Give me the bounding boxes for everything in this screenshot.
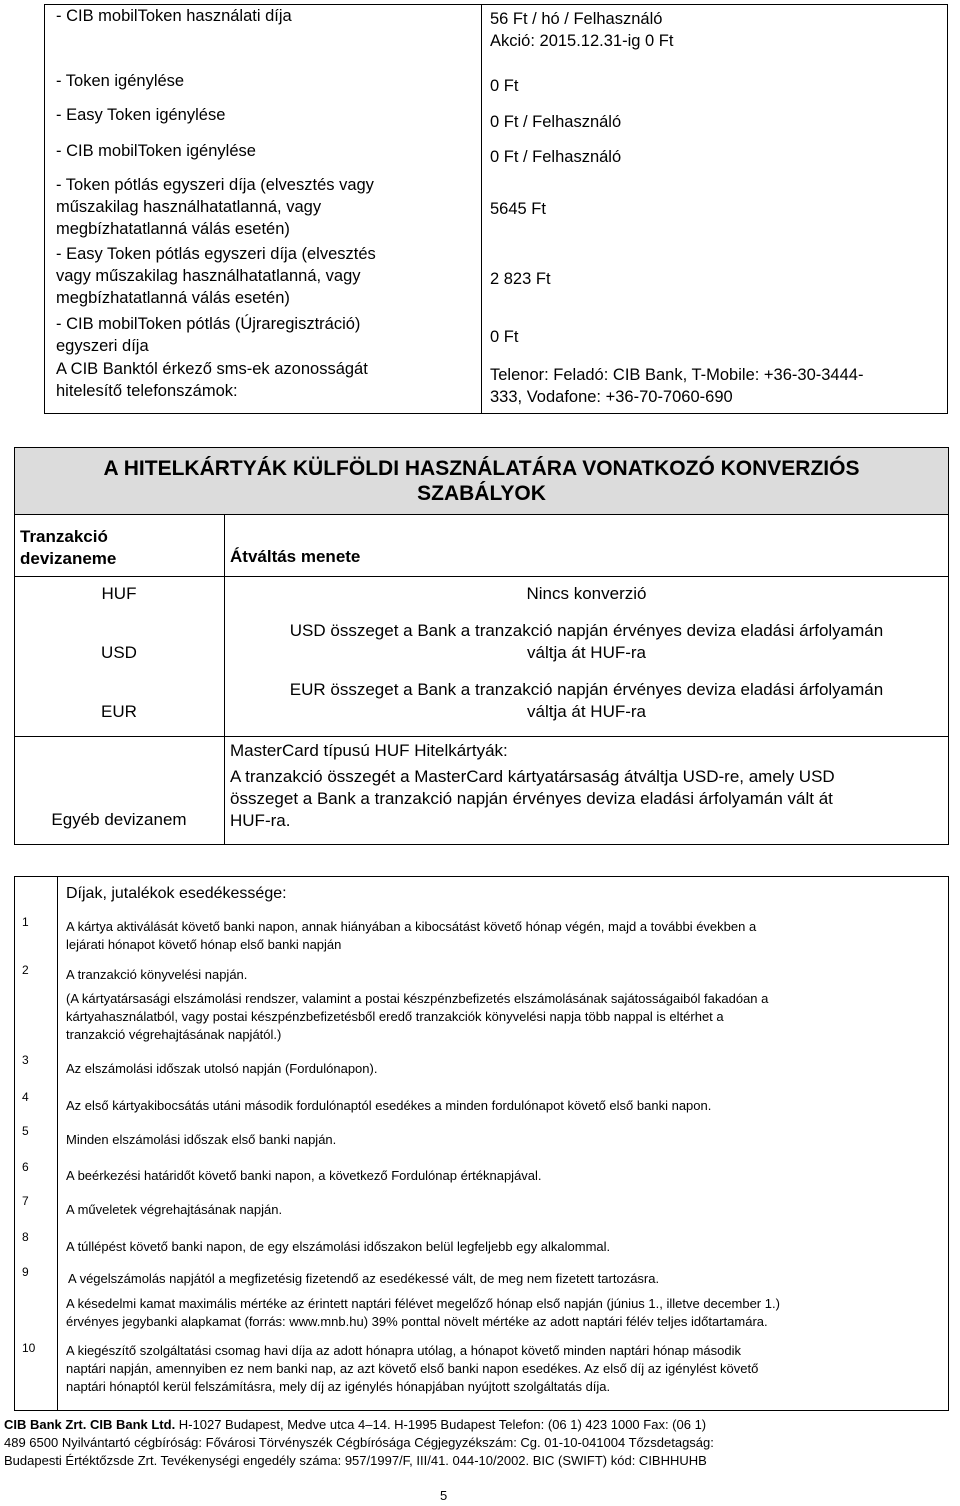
- fee-label: - CIB mobilToken használati díja: [56, 7, 292, 25]
- currency-cell: USD: [101, 643, 137, 662]
- fee-value: 2 823 Ft: [490, 270, 551, 288]
- conversion-title-bar: [14, 447, 949, 515]
- due-date-text: A kártya aktiválását követő banki napon, annak hiányában a kibocsátást követő hónap végén, majd a további években a lejárati hónapot követő hónap első banki napján: [66, 919, 757, 952]
- due-date-text: A kiegészítő szolgáltatási csomag havi díja az adott hónapra utólag, a hónapot követő minden naptári hónap második naptári napján, amennyiben ez nem banki nap, az azt követő első banki napon esedékes. Az első díj az igénylést követő naptári hónaptól kerül felszámításra, mely díj az igénylés hónapjában nyújtott szolgáltatás díja.: [66, 1343, 759, 1394]
- footer-address: H-1027 Budapest, Medve utca 4–14. H-1995 Budapest Telefon: (06 1) 423 1000 Fax: (06 1): [175, 1417, 707, 1432]
- item-number: 10: [22, 1341, 36, 1355]
- due-date-text: A végelszámolás napjától a megfizetésig fizetendő az esedékessé vált, de meg nem fizetett tartozásra.: [68, 1271, 660, 1286]
- column-header-conversion: Átváltás menete: [230, 547, 361, 566]
- fee-value: 0 Ft: [490, 77, 519, 95]
- currency-cell: HUF: [101, 584, 137, 603]
- fee-value: 0 Ft / Felhasználó: [490, 148, 622, 166]
- conversion-title: A HITELKÁRTYÁK KÜLFÖLDI HASZNÁLATÁRA VONATKOZÓ KONVERZIÓS SZABÁLYOK: [103, 457, 860, 505]
- grid-line: [14, 876, 949, 877]
- fee-value: 0 Ft: [490, 328, 519, 346]
- fee-label: - Token igénylése: [56, 72, 185, 90]
- fees-table-divider: [481, 5, 482, 413]
- grid-line: [224, 576, 949, 577]
- fee-value: 0 Ft / Felhasználó: [490, 113, 622, 131]
- item-number: 5: [22, 1124, 29, 1138]
- due-date-text: A túllépést követő banki napon, de egy elszámolási időszakon belül legfeljebb egy alkalommal.: [66, 1239, 611, 1254]
- grid-line: [14, 1410, 949, 1411]
- grid-line: [14, 736, 224, 737]
- grid-line: [14, 515, 15, 844]
- fee-label: - Easy Token pótlás egyszeri díja (elvesztés vagy műszakilag használhatatlanná, vagy megbízhatatlanná válás esetén): [56, 245, 376, 307]
- item-number: 4: [22, 1090, 29, 1104]
- grid-line: [14, 576, 224, 577]
- fee-label: - Easy Token igénylése: [56, 106, 226, 124]
- due-date-text: A beérkezési határidőt követő banki napon, a következő Fordulónap értéknapjával.: [66, 1168, 542, 1183]
- item-number: 2: [22, 963, 29, 977]
- conversion-rule: USD összeget a Bank a tranzakció napján érvényes deviza eladási árfolyamán váltja át HUF-ra: [289, 621, 884, 662]
- grid-line: [57, 876, 58, 1410]
- item-number: 1: [22, 915, 29, 929]
- currency-cell: EUR: [101, 702, 137, 721]
- due-date-text: Minden elszámolási időszak első banki napján.: [66, 1132, 337, 1147]
- footer-line-1: [4, 1416, 706, 1433]
- due-date-note: (A kártyatársasági elszámolási rendszer, valamint a postai készpénzbefizetés elszámolásának sajátosságaiból fakadóan a kártyahasználatból, vagy postai készpénzbefizetésből eredő tranzakciók könyvelési napja több nappal is eltérhet a tranzakció végrehajtásának napjától.): [66, 991, 769, 1042]
- grid-line: [14, 876, 15, 1410]
- conversion-rule: EUR összeget a Bank a tranzakció napján érvényes deviza eladási árfolyamán váltja át HUF-ra: [289, 680, 884, 721]
- item-number: 7: [22, 1194, 29, 1208]
- conversion-rule: Nincs konverzió: [526, 584, 647, 603]
- fee-label: - Token pótlás egyszeri díja (elvesztés vagy műszakilag használhatatlanná, vagy megbízhatatlanná válás esetén): [56, 176, 374, 238]
- grid-line: [224, 736, 949, 737]
- footer-company: CIB Bank Zrt. CIB Bank Ltd.: [4, 1417, 176, 1432]
- column-header-currency: Tranzakció devizaneme: [20, 527, 117, 568]
- fee-value: 5645 Ft: [490, 200, 546, 218]
- conversion-rule: A tranzakció összegét a MasterCard kártyatársaság átváltja USD-re, amely USD összeget a Bank a tranzakció napján érvényes deviza eladási árfolyamán vált át HUF-ra.: [230, 767, 835, 830]
- footer-line-3: Budapesti Értéktőzsde Zrt. Tevékenységi engedély száma: 957/1997/F, III/41. 044-10/2002. BIC (SWIFT) kód: CIBHHUHB: [4, 1453, 707, 1468]
- due-date-note: A késedelmi kamat maximális mértéke az érintett naptári félévet megelőző hónap első napján (június 1., illetve december 1.) érvényes jegybanki alapkamat (forrás: www.mnb.hu) 39% ponttal növelt mértéke az adott naptári félév teljes időtartamára.: [66, 1296, 780, 1329]
- grid-line: [948, 876, 949, 1410]
- fee-label: A CIB Banktól érkező sms-ek azonosságát hitelesítő telefonszámok:: [56, 360, 368, 400]
- due-date-text: Az első kártyakibocsátás utáni második fordulónaptól esedékes a minden fordulónapot követő első banki napon.: [66, 1098, 712, 1113]
- currency-cell: Egyéb devizanem: [51, 810, 187, 829]
- item-number: 6: [22, 1160, 29, 1174]
- fee-value: 56 Ft / hó / Felhasználó Akció: 2015.12.31-ig 0 Ft: [490, 10, 674, 50]
- fee-label: - CIB mobilToken pótlás (Újraregisztráció) egyszeri díja: [56, 315, 361, 355]
- fee-label: - CIB mobilToken igénylése: [56, 142, 256, 160]
- footer-line-2: 489 6500 Nyilvántartó cégbíróság: Fővárosi Törvényszék Cégbírósága Cégjegyzékszám: Cg. 01-10-041004 Tőzsdetagság:: [4, 1435, 714, 1450]
- due-date-text: A tranzakció könyvelési napján.: [66, 967, 248, 982]
- item-number: 3: [22, 1053, 29, 1067]
- fee-value: Telenor: Feladó: CIB Bank, T-Mobile: +36-30-3444- 333, Vodafone: +36-70-7060-690: [490, 366, 864, 406]
- item-number: 8: [22, 1230, 29, 1244]
- grid-line: [14, 844, 949, 845]
- due-date-text: A műveletek végrehajtásának napján.: [66, 1202, 283, 1217]
- due-date-text: Az elszámolási időszak utolsó napján (Fordulónapon).: [66, 1061, 378, 1076]
- due-dates-header: Díjak, jutalékok esedékessége:: [66, 885, 287, 902]
- conversion-rule-title: MasterCard típusú HUF Hitelkártyák:: [230, 741, 508, 760]
- item-number: 9: [22, 1265, 29, 1279]
- page-number: 5: [440, 1488, 448, 1503]
